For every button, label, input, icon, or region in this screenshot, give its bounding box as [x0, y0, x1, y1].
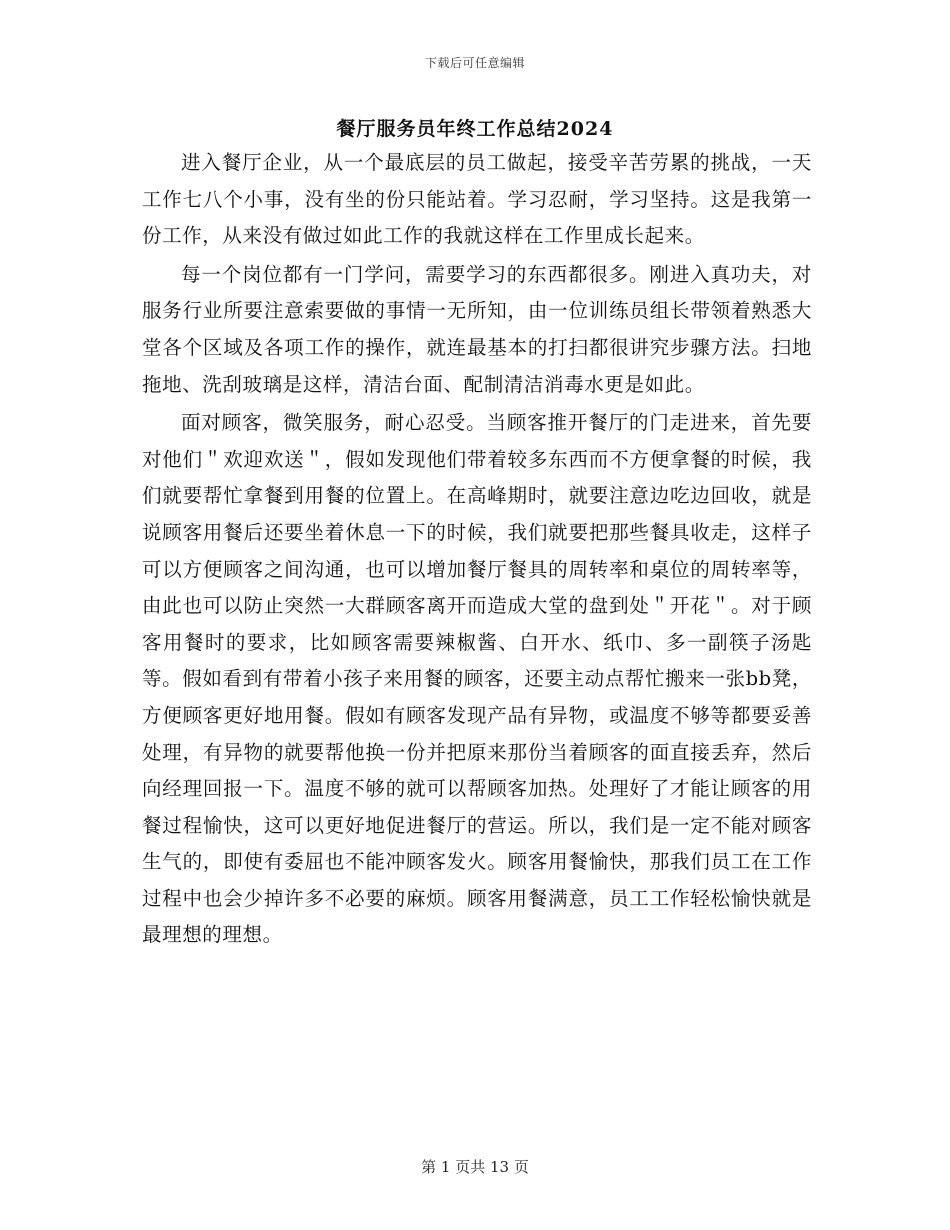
document-title: 餐厅服务员年终工作总结2024 [336, 118, 614, 140]
document-body [142, 145, 812, 956]
header-note: 下载后可任意编辑 [424, 56, 525, 70]
paragraph-1: 进入餐厅企业，从一个最底层的员工做起，接受辛苦劳累的挑战，一天工作七八个小事，没有坐的份只能站着。学习忍耐，学习坚持。这是我第一份工作，从来没有做过如此工作的我就这样在工作里成长起来。 [142, 151, 812, 248]
page-footer: 第 1 页共 13 页 [421, 1158, 529, 1176]
paragraph-2: 每一个岗位都有一门学问，需要学习的东西都很多。刚进入真功夫，对服务行业所要注意索要做的事情一无所知，由一位训练员组长带领着熟悉大堂各个区域及各项工作的操作，就连最基本的打扫都很讲究步骤方法。扫地拖地、洗刮玻璃是这样，清洁台面、配制清洁消毒水更是如此。 [142, 262, 812, 396]
paragraph-3: 面对顾客，微笑服务，耐心忍受。当顾客推开餐厅的门走进来，首先要对他们＂欢迎欢送＂，假如发现他们带着较多东西而不方便拿餐的时候，我们就要帮忙拿餐到用餐的位置上。在高峰期时，就要注意边吃边回收，就是说顾客用餐后还要坐着休息一下的时候，我们就要把那些餐具收走，这样子可以方便顾客之间沟通，也可以增加餐厅餐具的周转率和桌位的周转率等，由此也可以防止突然一大群顾客离开而造成大堂的盘到处＂开花＂。对于顾客用餐时的要求，比如顾客需要辣椒酱、白开水、纸巾、多一副筷子汤匙等。假如看到有带着小孩子来用餐的顾客，还要主动点帮忙搬来一张bb凳，方便顾客更好地用餐。假如有顾客发现产品有异物，或温度不够等都要妥善处理，有异物的就要帮他换一份并把原来那份当着顾客的面直接丢弃，然后向经理回报一下。温度不够的就可以帮顾客加热。处理好了才能让顾客的用餐过程愉快，这可以更好地促进餐厅的营运。所以，我们是一定不能对顾客生气的，即使有委屈也不能冲顾客发火。顾客用餐愉快，那我们员工在工作过程中也会少掉许多不必要的麻烦。顾客用餐满意，员工工作轻松愉快就是最理想的理想。 [142, 411, 812, 947]
